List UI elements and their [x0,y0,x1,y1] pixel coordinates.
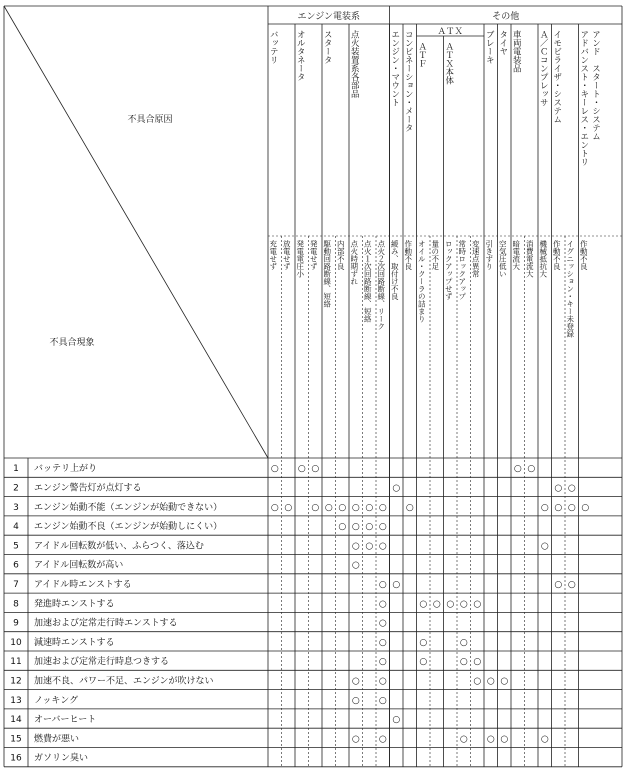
match-mark: ○ [540,541,549,552]
component-label-9: タイヤ [497,30,508,56]
symptom-text: ガソリン臭い [34,753,89,764]
symptom-text: 減速時エンストする [34,637,115,648]
component-label-14: アンド スタート・システム [590,30,601,141]
match-mark: ○ [392,715,401,726]
match-mark: ○ [365,522,374,533]
symptom-text: アイドル回転数が高い [34,560,124,571]
symptom-text: 加速不良、パワー不足、エンジンが吹けない [34,676,214,687]
match-mark: ○ [351,522,360,533]
match-mark: ○ [405,502,414,513]
row-number: 7 [13,579,19,590]
match-mark: ○ [554,579,563,590]
component-label-12: イモビライザ・システム [551,30,562,124]
match-mark: ○ [284,502,293,513]
row-number: 13 [10,695,22,706]
match-mark: ○ [297,464,306,475]
cause-label-23: 作動不良 [579,240,589,270]
match-mark: ○ [567,502,576,513]
match-mark: ○ [378,522,387,533]
component-label-5: コンビネーション・メータ [403,30,414,132]
match-mark: ○ [486,734,495,745]
match-mark: ○ [419,599,428,610]
match-mark: ○ [392,483,401,494]
match-mark: ○ [392,579,401,590]
row-number: 11 [10,657,22,668]
cause-label-3: 発電せず [309,240,319,270]
match-mark: ○ [459,599,468,610]
cause-label-4: 駆動回路断線、短絡 [322,240,332,308]
match-mark: ○ [459,734,468,745]
match-mark: ○ [338,502,347,513]
component-label-7: ＡＴＸ本体 [443,42,454,85]
component-label-10: 車両電装品 [511,30,522,73]
row-number: 1 [13,464,19,475]
component-label-13: アドバンスト・キーレス・エントリ [578,30,589,166]
match-mark: ○ [567,483,576,494]
match-mark: ○ [378,618,387,629]
component-label-0: バッテリ [268,30,279,64]
match-mark: ○ [540,502,549,513]
component-label-8: ブレーキ [484,30,495,64]
match-mark: ○ [378,734,387,745]
match-mark: ○ [378,541,387,552]
match-mark: ○ [378,637,387,648]
match-mark: ○ [378,657,387,668]
match-mark: ○ [351,502,360,513]
symptom-text: オーバーヒート [34,715,97,726]
group-other-label: その他 [492,12,520,22]
cause-header: 不具合原因 [127,115,173,125]
match-mark: ○ [419,657,428,668]
cause-label-13: ロックアップせず [444,240,454,300]
match-mark: ○ [473,676,482,687]
match-mark: ○ [365,541,374,552]
cause-label-10: 作動不良 [403,240,413,270]
match-mark: ○ [351,560,360,571]
match-mark: ○ [554,483,563,494]
column-headers [49,10,600,348]
cause-label-20: 機械抵抗大 [538,240,548,278]
symptom-text: アイドル時エンストする [34,579,132,590]
match-mark: ○ [351,541,360,552]
row-number: 4 [13,522,19,533]
symptom-text: 燃費が悪い [34,734,80,745]
match-mark: ○ [378,695,387,706]
component-label-11: Ａ／Ｃコンプレッサ [538,30,549,107]
cause-label-0: 充電せず [268,240,278,270]
match-mark: ○ [351,695,360,706]
match-mark: ○ [567,579,576,590]
match-mark: ○ [270,502,279,513]
match-mark: ○ [378,676,387,687]
match-mark: ○ [527,464,536,475]
cause-label-22: イグニッション・キー未登録 [565,240,575,338]
row-number: 10 [10,637,22,648]
match-mark: ○ [581,502,590,513]
match-mark: ○ [513,464,522,475]
symptom-text: バッテリ上がり [34,464,98,475]
table-grid [4,6,622,767]
match-mark: ○ [419,637,428,648]
atx-label: ＡＴＸ [437,27,464,37]
row-number: 9 [13,618,19,629]
cause-label-14: 常時ロックアップ [457,240,467,300]
match-mark: ○ [473,599,482,610]
component-label-3: 点火装置系各部品 [349,30,360,98]
match-mark: ○ [554,502,563,513]
match-mark: ○ [432,599,441,610]
row-number: 14 [10,715,22,726]
cause-label-11: オイル・クーラの詰まり [417,240,427,323]
component-label-4: エンジン・マウント [389,30,400,107]
phenomenon-header: 不具合現象 [49,338,95,348]
match-mark: ○ [486,676,495,687]
symptom-text: 加速および定常走行時エンストする [34,618,178,629]
cause-label-12: 量の不足 [430,240,440,270]
match-mark: ○ [473,657,482,668]
cause-label-8: 点火２次回路断線、リーク [376,240,386,330]
match-mark: ○ [459,637,468,648]
row-number: 12 [10,676,22,687]
match-mark: ○ [311,502,320,513]
match-mark: ○ [311,464,320,475]
component-label-6: ＡＴＦ [416,42,427,68]
row-number: 15 [10,734,22,745]
cause-label-7: 点火１次回路断線、短絡 [363,240,373,323]
cause-label-21: 作動不良 [552,240,562,270]
header-diagonal [4,6,268,458]
match-mark: ○ [378,599,387,610]
symptom-text: ノッキング [34,695,79,706]
cause-label-17: 空気圧低い [498,240,508,278]
match-mark: ○ [324,502,333,513]
match-mark: ○ [270,464,279,475]
cause-label-6: 点火時期ずれ [349,240,359,285]
cause-label-15: 変速点異常 [471,240,481,278]
symptom-text: 加速および定常走行時息つきする [34,657,170,668]
cause-label-1: 放電せず [282,240,292,270]
match-mark: ○ [500,676,509,687]
match-mark: ○ [446,599,455,610]
row-number: 6 [13,560,19,571]
cause-label-18: 暗電流大 [511,240,521,270]
component-label-1: オルタネータ [295,30,306,81]
cause-label-5: 内部不良 [336,240,346,270]
row-number: 8 [13,599,19,610]
symptom-rows [10,462,222,764]
match-mark: ○ [378,579,387,590]
symptom-text: アイドル回転数が低い、ふらつく、落込む [34,541,204,552]
match-mark: ○ [351,734,360,745]
symptom-text: エンジン始動不能（エンジンが始動できない） [34,502,223,513]
match-mark: ○ [540,734,549,745]
match-mark: ○ [378,502,387,513]
row-number: 2 [13,483,19,494]
match-mark: ○ [351,676,360,687]
cause-label-19: 消費電流大 [525,240,535,278]
row-number: 5 [13,541,19,552]
cause-label-2: 発電電圧小 [295,240,305,278]
match-mark: ○ [338,522,347,533]
cause-label-16: 引きずり [484,240,494,270]
component-label-2: スタータ [322,30,333,64]
match-mark: ○ [500,734,509,745]
symptom-text: 発進時エンストする [34,599,115,610]
symptom-text: エンジン始動不良（エンジンが始動しにくい） [34,522,223,533]
match-mark: ○ [365,502,374,513]
row-number: 3 [13,502,19,513]
match-mark: ○ [459,657,468,668]
cause-label-9: 緩み、取付け不良 [390,240,400,300]
symptom-text: エンジン警告灯が点灯する [34,483,142,494]
row-number: 16 [10,753,22,764]
group-engine-label: エンジン電装系 [297,12,361,22]
